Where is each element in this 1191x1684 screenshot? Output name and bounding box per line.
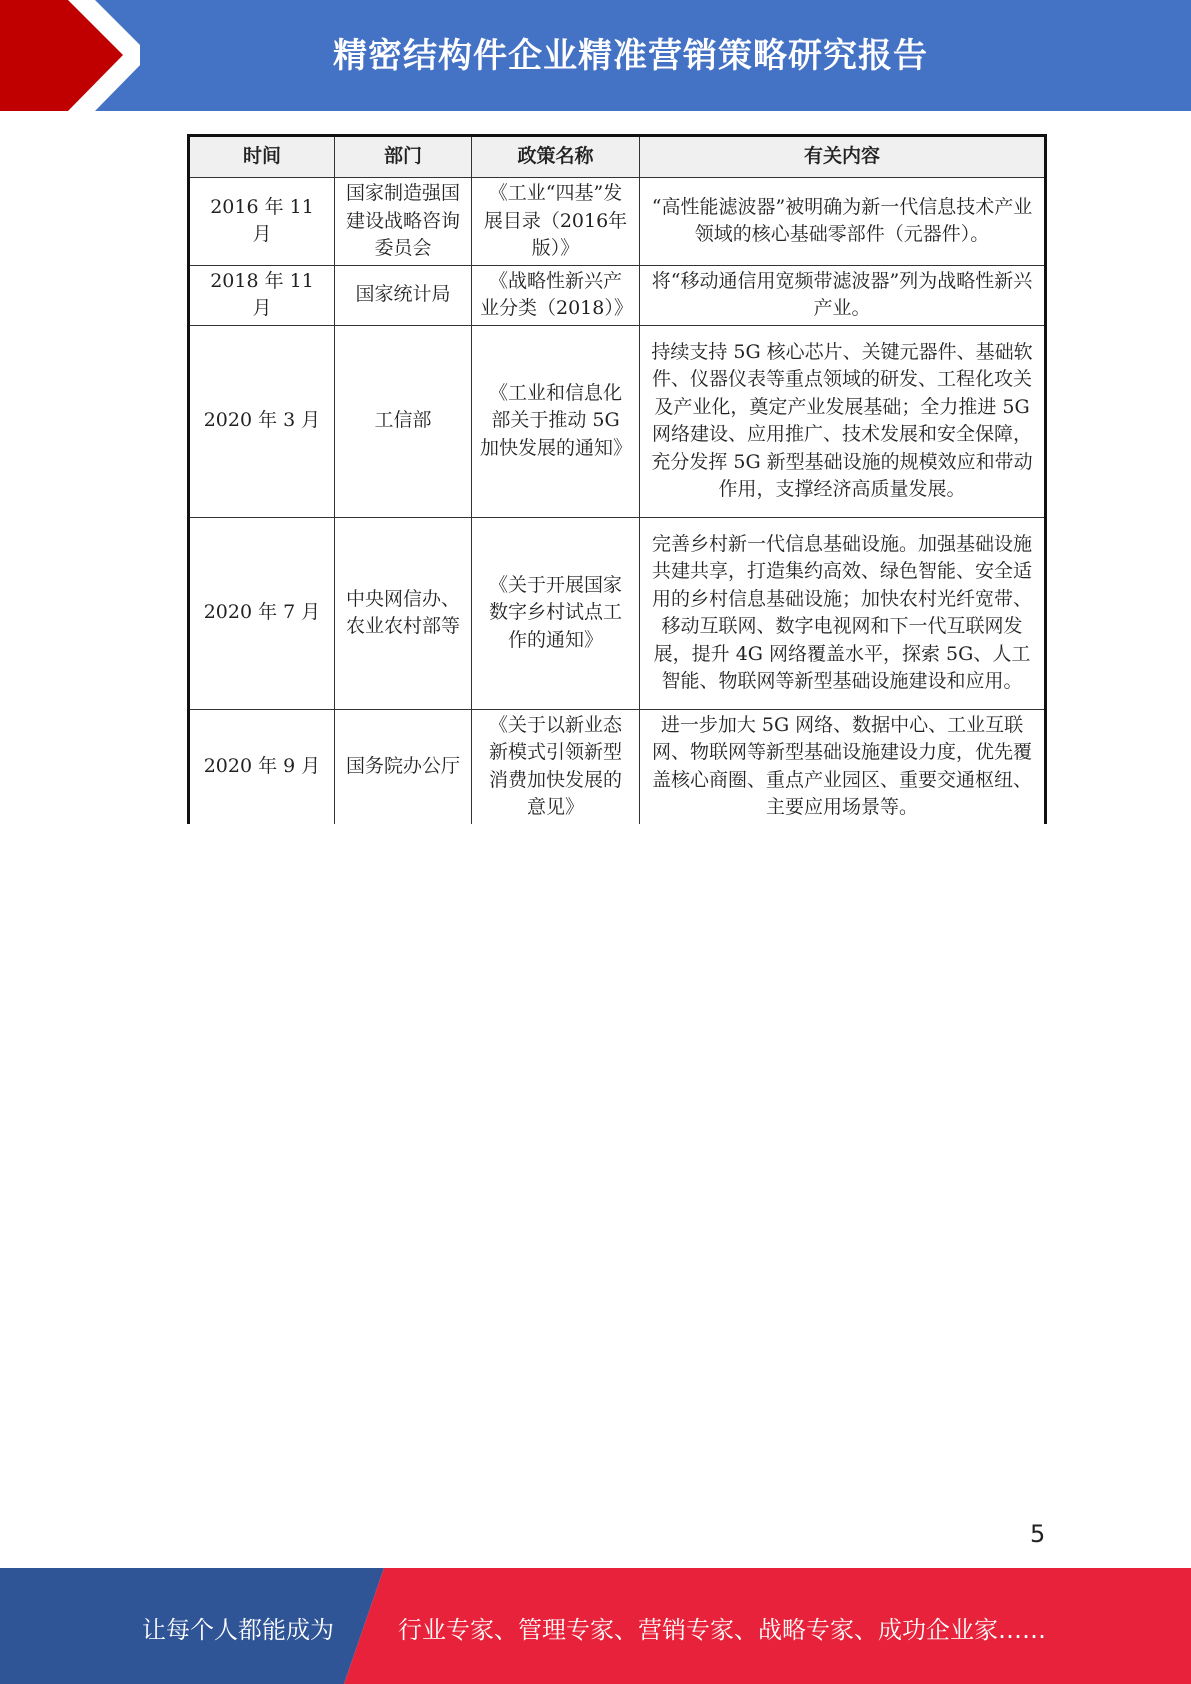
document-title: 精密结构件企业精准营销策略研究报告 [333, 36, 928, 76]
cell-department: 中央网信办、农业农村部等 [335, 517, 472, 709]
footer-slogan-right: 行业专家、管理专家、营销专家、战略专家、成功企业家…… [398, 1616, 1046, 1644]
table-row [189, 178, 1046, 266]
cell-content: “高性能滤波器”被明确为新一代信息技术产业领域的核心基础零部件（元器件）。 [640, 178, 1046, 266]
cell-policy-name: 《关于开展国家数字乡村试点工作的通知》 [472, 517, 640, 709]
cell-policy-name: 《工业“四基”发展目录（2016年版）》 [472, 178, 640, 266]
page-number: 5 [1030, 1520, 1046, 1548]
table-row [189, 517, 1046, 709]
cell-content: 持续支持 5G 核心芯片、关键元器件、基础软件、仪器仪表等重点领域的研发、工程化攻关及产业化，奠定产业发展基础；全力推进 5G 网络建设、应用推广、技术发展和安全保障，充分发挥 5G 新型基础设施的规模效应和带动作用，支撑经济高质量发展。 [640, 325, 1046, 517]
cell-content: 将“移动通信用宽频带滤波器”列为战略性新兴产业。 [640, 265, 1046, 325]
cell-department: 国家统计局 [335, 265, 472, 325]
column-header-policy-name: 政策名称 [472, 136, 640, 178]
column-header-content: 有关内容 [640, 136, 1046, 178]
cell-content: 进一步加大 5G 网络、数据中心、工业互联网、物联网等新型基础设施建设力度，优先覆盖核心商圈、重点产业园区、重要交通枢纽、主要应用场景等。 [640, 709, 1046, 824]
page-header [0, 0, 1191, 111]
cell-policy-name: 《关于以新业态新模式引领新型消费加快发展的意见》 [472, 709, 640, 824]
cell-time: 2020 年 3 月 [189, 325, 335, 517]
cell-department: 国家制造强国建设战略咨询委员会 [335, 178, 472, 266]
policy-table [187, 134, 1047, 824]
cell-time: 2018 年 11 月 [189, 265, 335, 325]
cell-department: 工信部 [335, 325, 472, 517]
cell-department: 国务院办公厅 [335, 709, 472, 824]
cell-time: 2020 年 7 月 [189, 517, 335, 709]
footer-slogan-left: 让每个人都能成为 [142, 1616, 334, 1644]
policy-table-container [187, 134, 1044, 824]
table-row [189, 265, 1046, 325]
cell-time: 2016 年 11 月 [189, 178, 335, 266]
cell-policy-name: 《战略性新兴产业分类（2018）》 [472, 265, 640, 325]
table-row [189, 709, 1046, 824]
table-header-row [189, 136, 1046, 178]
column-header-department: 部门 [335, 136, 472, 178]
table-row [189, 325, 1046, 517]
cell-policy-name: 《工业和信息化部关于推动 5G 加快发展的通知》 [472, 325, 640, 517]
cell-content: 完善乡村新一代信息基础设施。加强基础设施共建共享，打造集约高效、绿色智能、安全适用的乡村信息基础设施；加快农村光纤宽带、移动互联网、数字电视网和下一代互联网发展，提升 4G 网络覆盖水平，探索 5G、人工智能、物联网等新型基础设施建设和应用。 [640, 517, 1046, 709]
page-footer [0, 1568, 1191, 1684]
column-header-time: 时间 [189, 136, 335, 178]
cell-time: 2020 年 9 月 [189, 709, 335, 824]
